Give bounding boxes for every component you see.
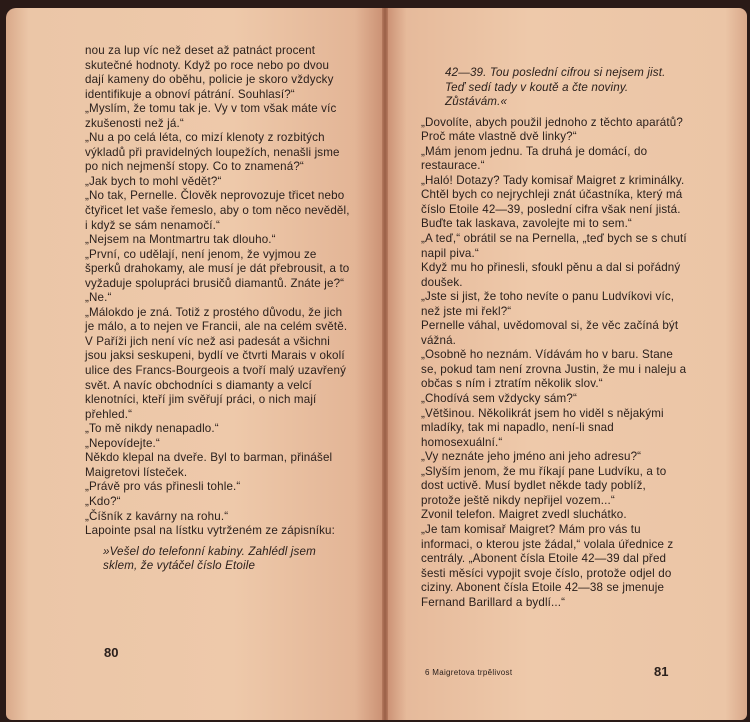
paragraph: „A teď,“ obrátil se na Pernella, „teď bych se s chutí napil piva.“ [421, 232, 687, 260]
paragraph: „Osobně ho neznám. Vídávám ho v baru. Stane se, pokud tam není zrovna Justin, že mu i naleju a občas s ním i ztratím několik slov.“ [421, 348, 687, 391]
paragraph: Pernelle váhal, uvědomoval si, že věc začíná být vážná. [421, 319, 679, 347]
paragraph: „Číšník z kavárny na rohu.“ [85, 509, 229, 523]
italic-note: »Vešel do telefonní kabiny. Zahlédl jsem sklem, že vytáčel číslo Etoile [103, 544, 316, 573]
paragraph: „Slyším jenom, že mu říkají pane Ludvíku, a to dost uctivě. Musí bydlet někde tady poblíž, protože ještě nikdy nepřijel vozem...“ [421, 464, 667, 507]
paragraph: „Kdo?“ [85, 494, 121, 508]
paragraph: „Právě pro vás přinesli tohle.“ [85, 480, 241, 494]
paragraph: „Mám jenom jednu. Ta druhá je domácí, do restaurace.“ [421, 144, 648, 173]
left-page-text [85, 44, 351, 574]
paragraph: „To mě nikdy nenapadlo.“ [85, 422, 219, 436]
paragraph: Někdo klepal na dveře. Byl to barman, přinášel Maigretovi lísteček. [85, 451, 333, 479]
paragraph: „Myslím, že tomu tak je. Vy v tom však máte víc zkušenosti než já.“ [85, 102, 337, 130]
paragraph: „První, co udělají, není jenom, že vyjmou ze šperků drahokamy, ale musí je dát přebrousit, a to vyžaduje spolupráci brusičů diamantů. Znáte je?“ [85, 247, 350, 290]
paragraph: nou za lup víc než deset až patnáct procent skutečné hodnoty. Když po roce nebo po dvou dají kameny do oběhu, policie je skoro vždycky identifikuje a obnoví pátrání. Souhlasí?“ [85, 44, 334, 101]
paragraph: „No tak, Pernelle. Člověk neprovozuje třicet nebo čtyřicet let vaše řemeslo, aby o tom něco nevěděl, i když se sám nenamočí.“ [85, 189, 350, 232]
italic-note: 42—39. Tou poslední cifrou si nejsem jist. Teď sedí tady v koutě a čte noviny. Zůstávám.« [445, 66, 666, 109]
paragraph: „Nepovídejte.“ [85, 436, 160, 450]
paragraph: Zvonil telefon. Maigret zvedl sluchátko. [421, 508, 627, 522]
book-spine [382, 8, 388, 720]
paragraph: „Dovolíte, abych použil jednoho z těchto aparátů? Proč máte vlastně dvě linky?“ [421, 115, 683, 144]
paragraph: „Ne.“ [85, 291, 112, 305]
paragraph: „Vy neznáte jeho jméno ani jeho adresu?“ [421, 450, 642, 464]
right-page-text [421, 66, 687, 610]
paragraph: „Je tam komisař Maigret? Mám pro vás tu informaci, o kterou jste žádal,“ volala úřednice z centrály. „Abonent čísla Etoile 42—39 dal před šesti měsíci vypojit svoje číslo, protože odjel do ciziny. Abonent čísla Etoile 42—38 se jmenuje Fernand Barillard a bydlí...“ [421, 522, 674, 609]
paragraph: „Nu a po celá léta, co mizí klenoty z rozbitých výkladů při pravidelných loupežích, nenašli jsme po nich nejmenší stopy. Co to znamená?“ [85, 131, 340, 174]
paragraph: „Jste si jist, že toho nevíte o panu Ludvíkovi víc, než jste mi řekl?“ [421, 290, 675, 318]
paragraph: „Chodívá sem vždycky sám?“ [421, 392, 577, 406]
paragraph: „Haló! Dotazy? Tady komisař Maigret z kriminálky. Chtěl bych co nejrychleji znát účastníka, který má číslo Etoile 42—39, poslední cifra však není jistá. Buďte tak laskava, zavolejte mi to sem.“ [421, 173, 685, 231]
paragraph: „Většinou. Několikrát jsem ho viděl s nějakými mladíky, tak mi napadlo, není-li snad homosexuální.“ [421, 406, 664, 449]
page-number-left: 80 [104, 645, 119, 660]
paragraph: „Jak bych to mohl vědět?“ [85, 174, 222, 188]
paragraph: Lapointe psal na lístku vytrženém ze zápisníku: [85, 524, 336, 538]
paragraph: „Málokdo je zná. Totiž z prostého důvodu, že jich je málo, a to nejen ve Francii, ale na celém světě. V Paříži jich není víc než asi padesát a všichni jsou jaksi seskupeni, bydlí ve čtvrti Marais v okolí ulice des Francs-Bourgeois a tvoří malý uzavřený svět. A navíc obchodníci s diamanty a velcí klenotníci, kteří jim svěřují práci, o nich mají přehled.“ [85, 305, 348, 421]
printer-signature: 6 Maigretova trpělivost [425, 668, 513, 677]
paragraph: Když mu ho přinesli, sfoukl pěnu a dal si pořádný doušek. [421, 261, 681, 289]
page-number-right: 81 [654, 664, 669, 679]
paragraph: „Nejsem na Montmartru tak dlouho.“ [85, 233, 276, 247]
